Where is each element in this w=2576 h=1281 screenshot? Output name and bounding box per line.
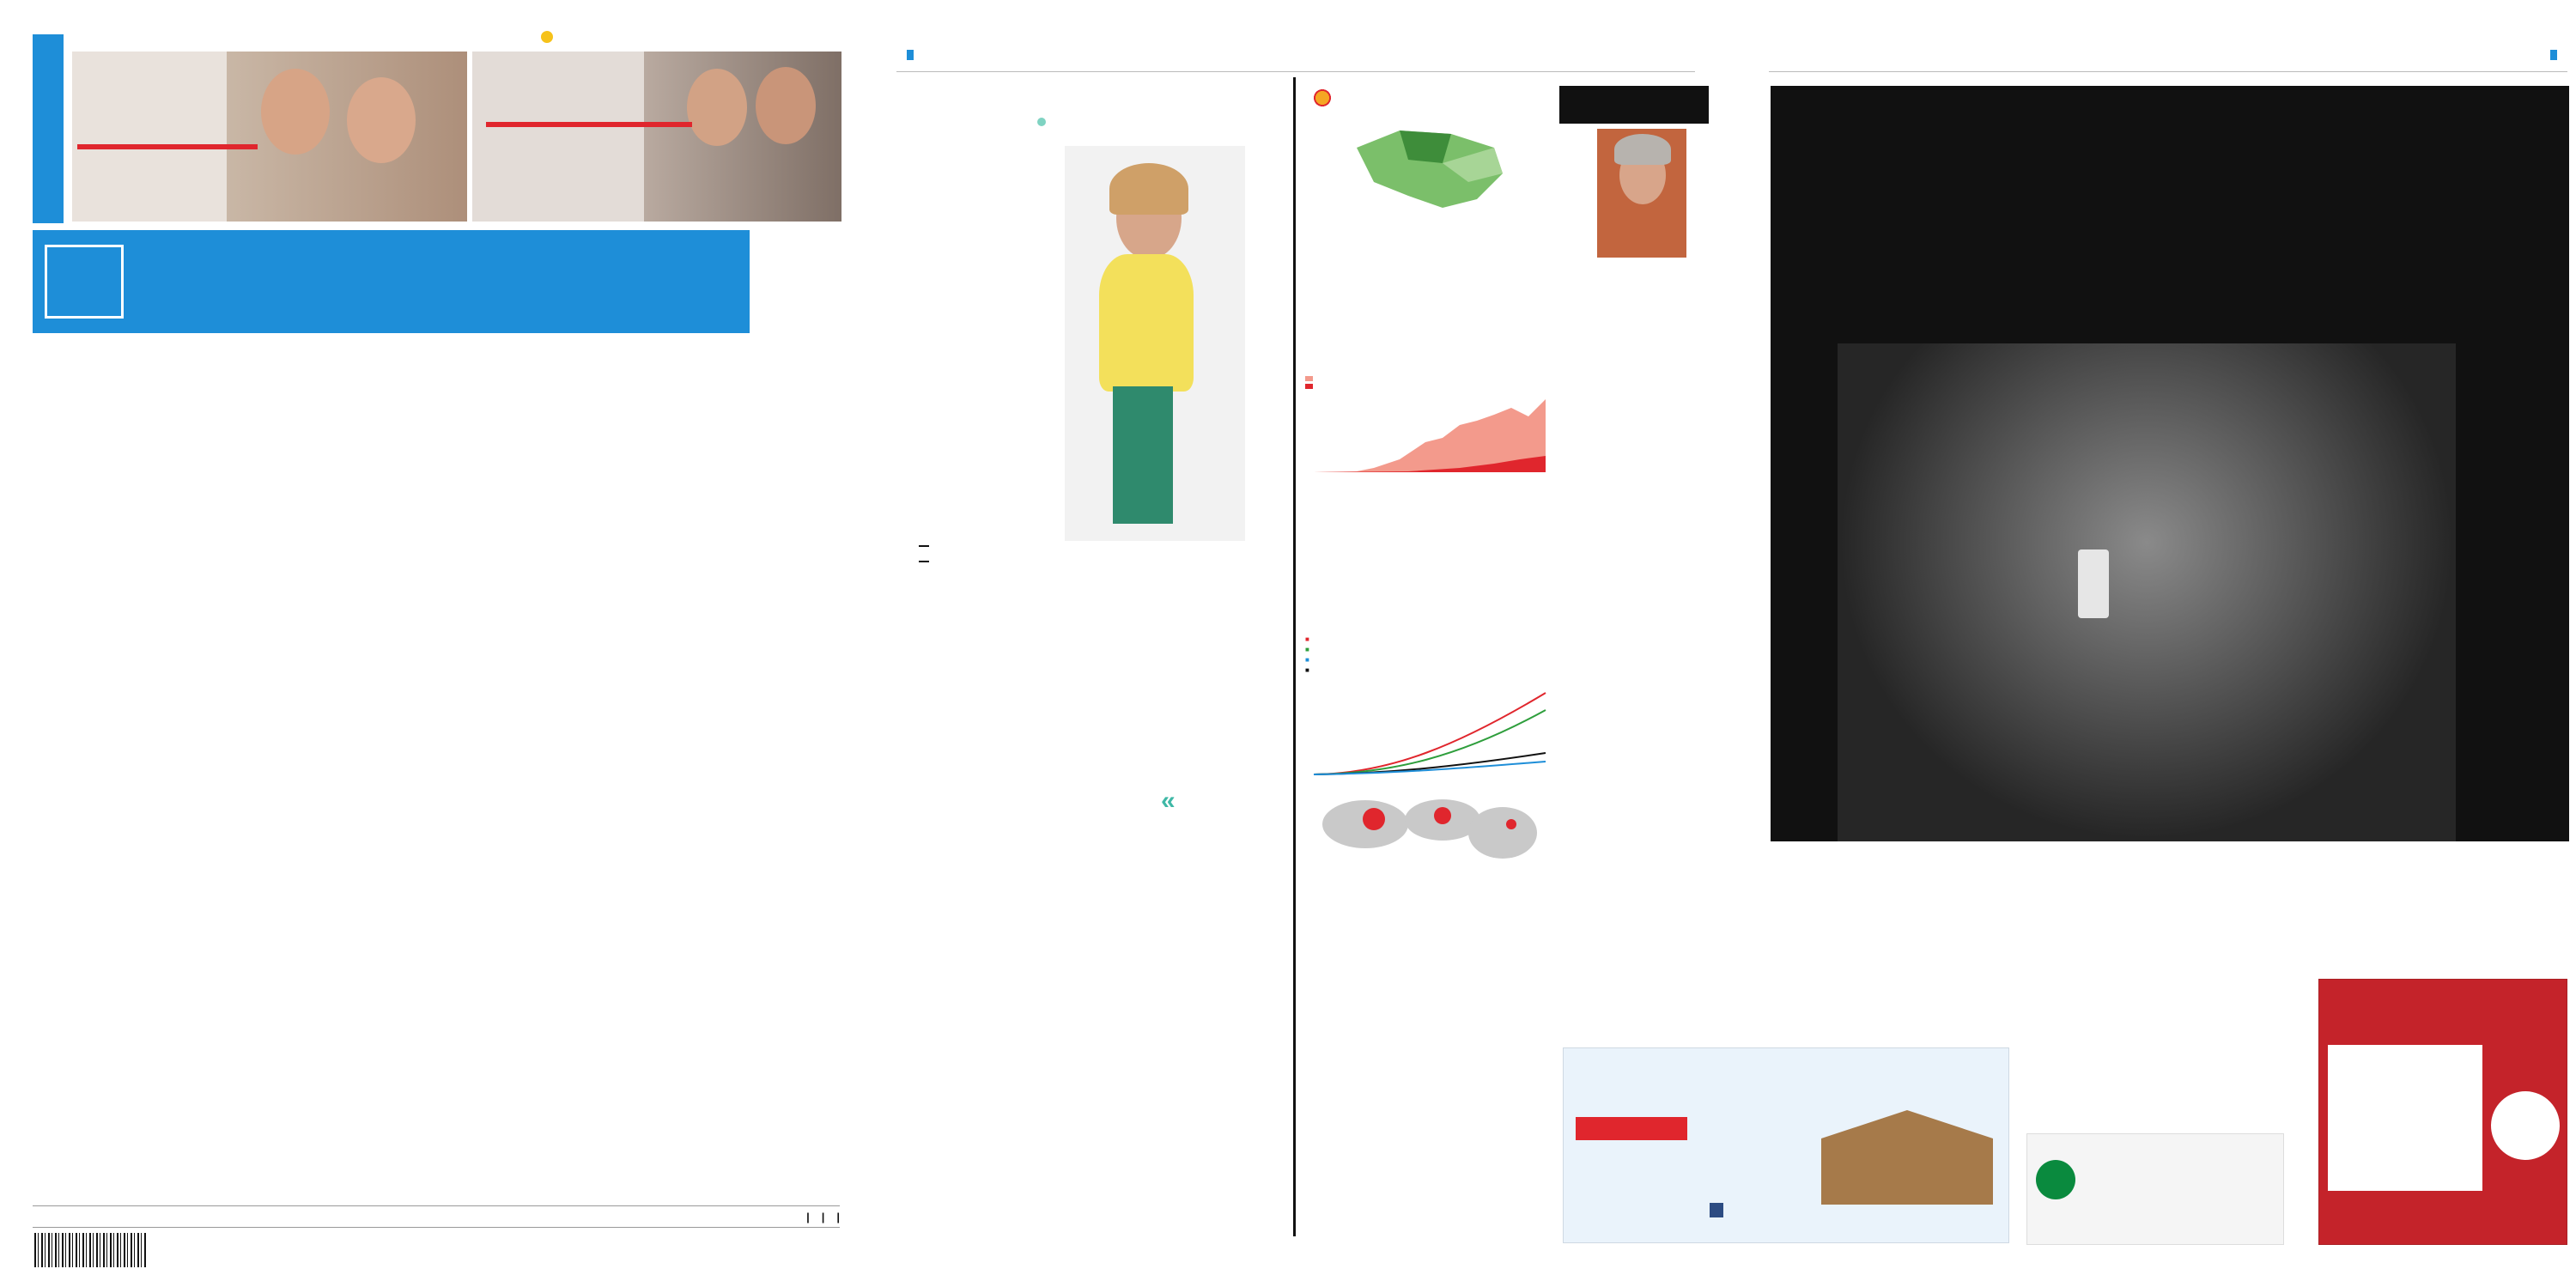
- hosp-chart: [1305, 486, 1551, 623]
- promo-photo: [227, 52, 467, 222]
- spar-logo: [2036, 1160, 2075, 1199]
- front-header: [524, 31, 570, 43]
- dema-ad[interactable]: [2318, 979, 2567, 1245]
- columnist-photo: [1065, 146, 1245, 541]
- promo-hazes[interactable]: [472, 52, 841, 222]
- ranst-body: [1564, 618, 1707, 1039]
- pull-quote: [1157, 786, 1295, 815]
- column-body: [922, 618, 1283, 1236]
- corona-panel: [1305, 86, 1551, 1236]
- world-map: [1305, 790, 1551, 867]
- section-link[interactable]: |: [821, 1210, 825, 1223]
- promo-person: [261, 69, 330, 155]
- spar-ad[interactable]: [2026, 1133, 2284, 1245]
- cumulative-chart: [1305, 676, 1551, 779]
- section-link[interactable]: |: [836, 1210, 840, 1223]
- ranst-title-bar: [1559, 86, 1709, 124]
- barcode: [34, 1233, 146, 1267]
- masthead[interactable]: [33, 230, 750, 333]
- hln-logo: [907, 50, 914, 60]
- promo-quote: [486, 122, 692, 127]
- promo-quote: [77, 144, 258, 149]
- page-3: [1717, 0, 2576, 1281]
- quote-icon: «: [1161, 786, 1176, 815]
- sun-icon: [541, 31, 553, 43]
- page2-header: [896, 38, 1695, 72]
- cumulative-legend: ■ ■ ■ ■: [1305, 635, 1309, 674]
- front-body: [333, 687, 737, 1189]
- promo-person: [347, 77, 416, 163]
- promo-boris[interactable]: [72, 52, 467, 222]
- in-het-weekend: [1037, 108, 1046, 132]
- hln-logo: [2550, 50, 2557, 60]
- belgium-map: [1340, 122, 1511, 216]
- virus-icon: [1310, 86, 1334, 110]
- welkom-vertical: [939, 112, 1017, 541]
- p3-photo: [1838, 343, 2456, 841]
- weekend-label: [33, 34, 64, 223]
- column-divider: [1293, 77, 1296, 1236]
- columnist-label: [919, 536, 929, 567]
- new-cases-legend: [1305, 375, 1551, 391]
- ranst-photo: [1597, 129, 1686, 258]
- dema-badge: [2486, 1086, 2566, 1166]
- front-page: [0, 0, 884, 1281]
- candle-icon: [2078, 549, 2109, 618]
- dot-icon: [1037, 118, 1046, 126]
- section-bar: [33, 1205, 840, 1228]
- hln-logo: [45, 245, 124, 319]
- section-link[interactable]: |: [806, 1210, 810, 1223]
- page3-header: [1769, 38, 2567, 72]
- promo-photo: [644, 52, 841, 222]
- corona-title: [1305, 86, 1551, 110]
- promo-person: [687, 69, 747, 146]
- ad-web-badge: [1576, 1117, 1687, 1140]
- province-chart: [1305, 204, 1551, 367]
- dema-body: [2328, 1045, 2482, 1191]
- promo-person: [756, 67, 816, 144]
- p3-body: [1771, 846, 2080, 1039]
- new-cases-chart: [1305, 391, 1551, 477]
